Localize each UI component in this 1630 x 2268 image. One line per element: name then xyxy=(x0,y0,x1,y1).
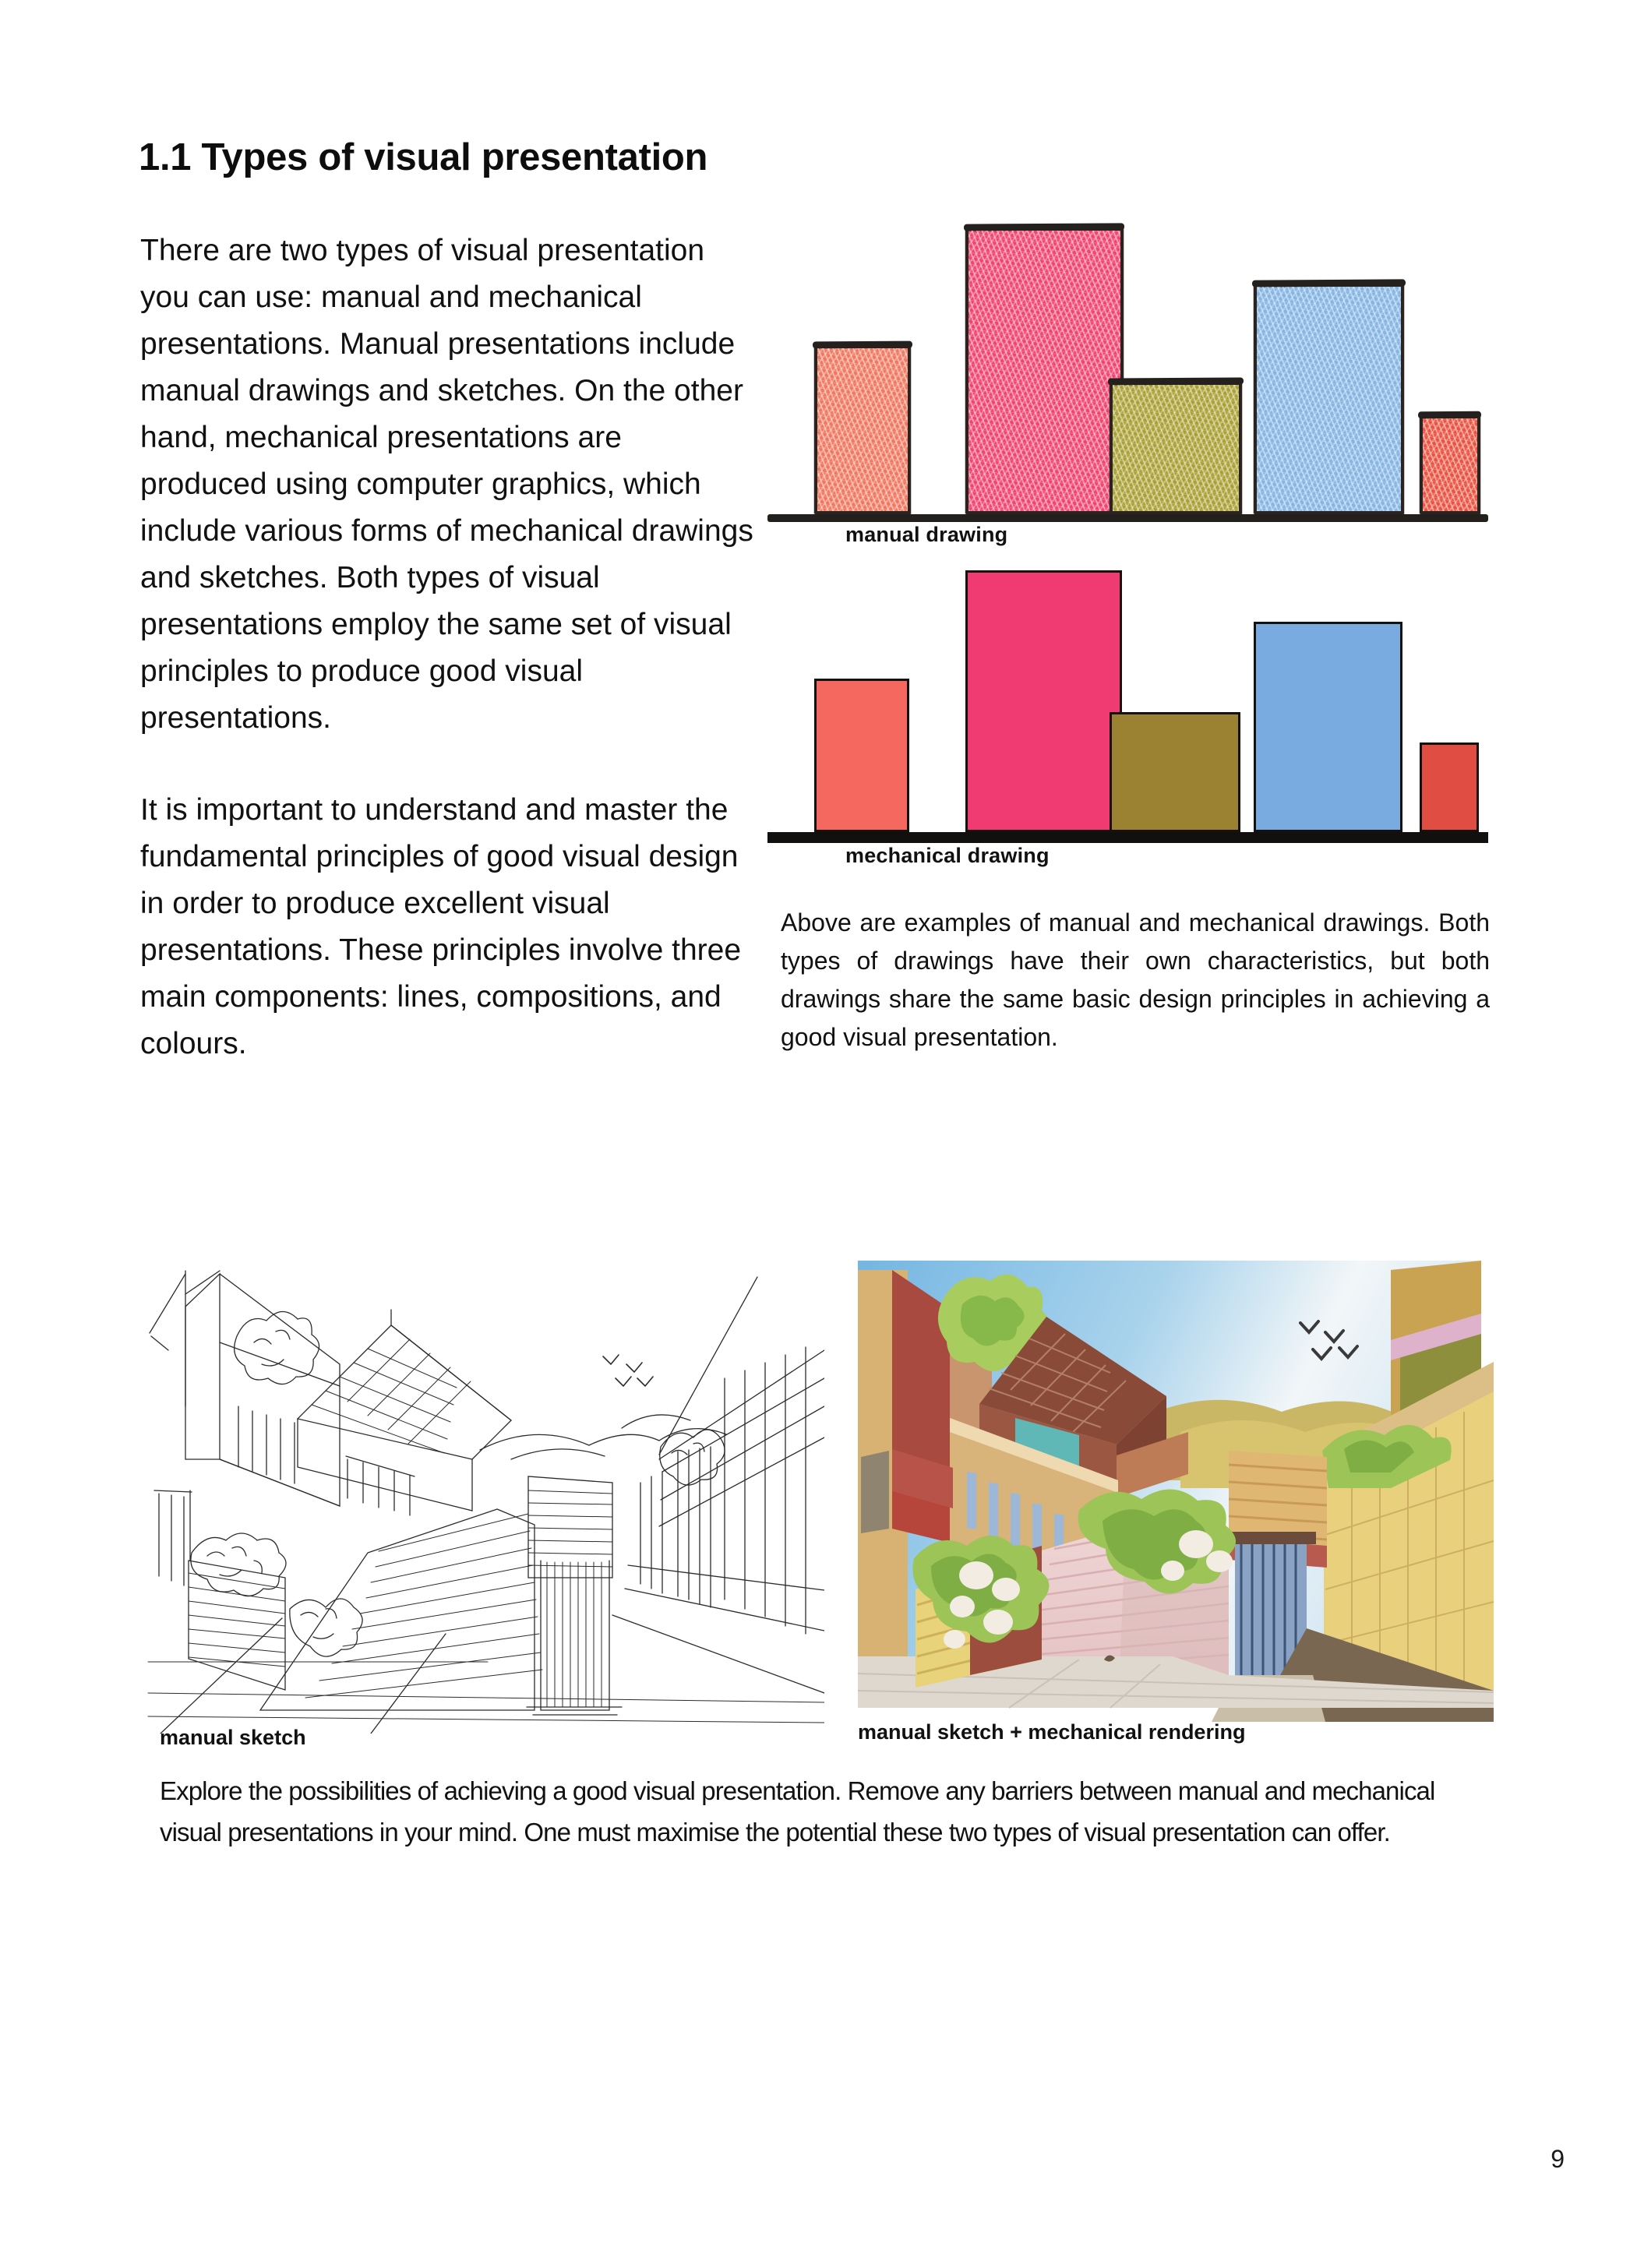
page-title: 1.1 Types of visual presentation xyxy=(139,136,708,178)
bar-mechanical-5 xyxy=(1420,742,1478,832)
bar-manual-4 xyxy=(1254,284,1404,514)
body-paragraph-1: There are two types of visual presentation you can use: manual and mechanical presentations. Manual presentations include manual drawings and sketches. On the other hand, mechanical presentations are produced using computer graphics, which include various forms of mechanical drawings and sketches. Both types of visual presentations employ the same set of visual principles to produce good visual presentations. xyxy=(140,234,753,735)
bar-cap xyxy=(1418,411,1481,418)
bar-mechanical-1 xyxy=(814,679,909,832)
manual-sketch-caption: manual sketch xyxy=(160,1726,306,1749)
bar-manual-2 xyxy=(965,228,1123,514)
chart-manual-plot-area xyxy=(767,234,1488,514)
body-text-column xyxy=(140,228,756,1067)
alley-line-sketch xyxy=(145,1226,824,1734)
mechanical-rendering-image xyxy=(845,1223,1494,1722)
manual-sketch-image xyxy=(145,1226,824,1734)
body-paragraph-2: It is important to understand and master the fundamental principles of good visual design in order to produce excellent visual presentations. These principles involve three main components: lines, compositions, and colours. xyxy=(140,793,742,1060)
bar-mechanical-2 xyxy=(965,570,1121,832)
chart-manual-drawing xyxy=(767,234,1488,514)
bar-mechanical-4 xyxy=(1254,622,1402,832)
bar-manual-3 xyxy=(1110,382,1242,514)
chart-mechanical-plot-area xyxy=(767,575,1488,832)
bar-cap xyxy=(813,341,912,349)
bar-manual-5 xyxy=(1420,415,1480,514)
alley-colour-rendering xyxy=(845,1223,1494,1722)
bar-manual-1 xyxy=(814,345,911,514)
bar-cap xyxy=(1252,279,1406,287)
chart-mechanical-baseline xyxy=(767,832,1488,843)
chart-mechanical-drawing xyxy=(767,575,1488,832)
mechanical-rendering-caption: manual sketch + mechanical rendering xyxy=(858,1720,1246,1744)
figure-caption-charts: Above are examples of manual and mechanical drawings. Both types of drawings have their own characteristics, but both drawings share the same basic design principles in achieving a good visual presentation. xyxy=(781,908,1490,1051)
chart-manual-caption: manual drawing xyxy=(845,523,1008,546)
page-number: 9 xyxy=(1551,2145,1565,2173)
chart-mechanical-caption: mechanical drawing xyxy=(845,844,1050,867)
bottom-note: Explore the possibilities of achieving a good visual presentation. Remove any barriers between manual and mechanical visual presentations in your mind. One must maximise the potential these two types of visual presentation can offer. xyxy=(160,1776,1435,1846)
bar-cap xyxy=(1108,377,1244,385)
chart-manual-baseline xyxy=(767,514,1488,522)
bar-cap xyxy=(964,223,1124,231)
bar-mechanical-3 xyxy=(1110,712,1240,833)
